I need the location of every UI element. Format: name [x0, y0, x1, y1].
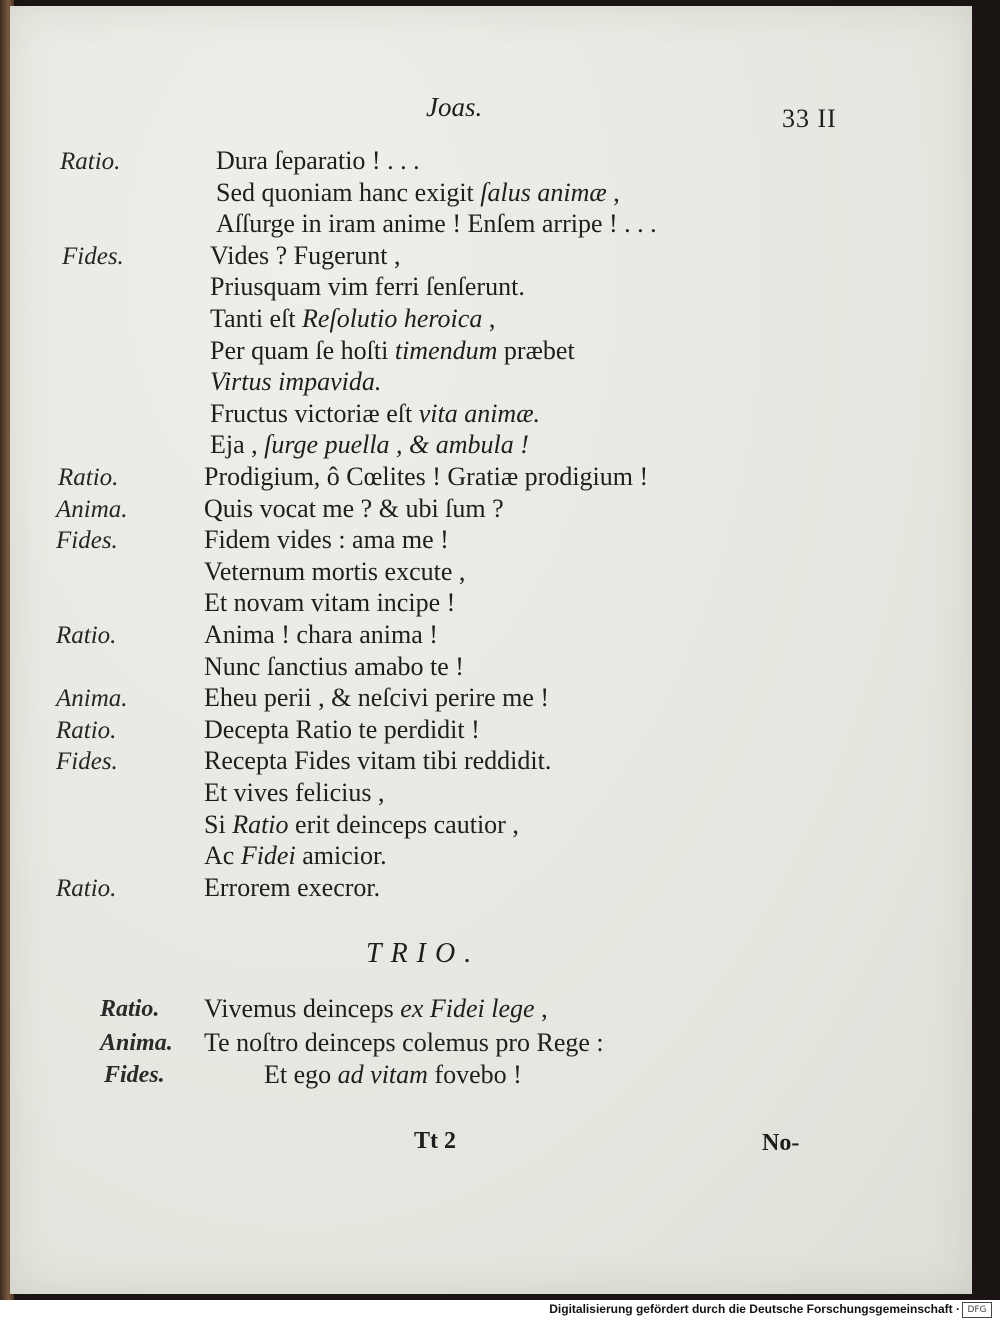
catchword: No-: [762, 1130, 800, 1156]
verse-line: Quis vocat me ? & ubi ſum ?: [204, 493, 504, 523]
verse-line: Aſſurge in iram anime ! Enſem arripe ! . . .: [216, 209, 657, 239]
running-head: Joas.: [426, 92, 483, 122]
verse-line: Si Ratio erit deinceps cautior ,: [204, 809, 519, 839]
speaker-label: Fides.: [56, 527, 118, 555]
trio-verse-line: Vivemus deinceps ex Fidei lege ,: [204, 994, 548, 1023]
verse-line: Per quam ſe hoſti timendum præbet: [210, 335, 575, 365]
verse-line: Vides ? Fugerunt ,: [210, 240, 401, 270]
verse-line: Fidem vides : ama me !: [204, 525, 449, 555]
verse-line: Tanti eſt Reſolutio heroica ,: [210, 304, 496, 333]
verse-line: Et novam vitam incipe !: [204, 588, 456, 618]
dfg-logo: DFG: [962, 1302, 992, 1318]
verse-line: Et vives felicius ,: [204, 778, 385, 807]
verse-line: Ac Fidei amicior.: [204, 841, 387, 871]
verse-line: Dura ſeparatio ! . . .: [216, 146, 420, 175]
trio-verse-line: Et ego ad vitam fovebo !: [264, 1060, 522, 1089]
verse-line: Priusquam vim ferri ſenſerunt.: [210, 272, 525, 302]
verse-line: Virtus impavida.: [210, 367, 382, 397]
verse-line: Nunc ſanctius amabo te !: [204, 651, 464, 681]
verse-line: Sed quoniam hanc exigit ſalus animæ ,: [216, 177, 620, 207]
trio-speaker-label: Fides.: [104, 1062, 165, 1088]
speaker-label: Fides.: [56, 748, 118, 776]
trio-speaker-label: Anima.: [100, 1030, 173, 1056]
verse-line: Recepta Fides vitam tibi reddidit.: [204, 746, 552, 776]
verse-line: Prodigium, ô Cœlites ! Gratiæ prodigium !: [204, 462, 649, 491]
speaker-label: Ratio.: [56, 716, 117, 744]
book-page: [10, 6, 972, 1294]
speaker-label: Ratio.: [60, 148, 121, 175]
speaker-label: Ratio.: [58, 464, 119, 491]
verse-line: Eja , ſurge puella , & ambula !: [210, 430, 529, 460]
speaker-label: Fides.: [62, 242, 124, 270]
credit-text: Digitalisierung gefördert durch die Deutsche Forschungsgemeinschaft ·: [549, 1302, 960, 1316]
verse-line: Veternum mortis excute ,: [204, 556, 466, 586]
verse-line: Eheu perii , & neſcivi perire me !: [204, 683, 550, 713]
verse-line: Fructus victoriæ eſt vita animæ.: [210, 398, 541, 428]
verse-line: Decepta Ratio te perdidit !: [204, 714, 480, 744]
verse-line: Errorem execror.: [204, 872, 381, 902]
trio-verse-line: Te noſtro deinceps colemus pro Rege :: [204, 1028, 604, 1057]
speaker-label: Anima.: [56, 495, 128, 523]
verse-line: Anima ! chara anima !: [204, 620, 438, 649]
speaker-label: Ratio.: [56, 622, 117, 649]
trio-heading: TRIO.: [366, 938, 481, 969]
page-number: 33 II: [782, 104, 837, 133]
trio-speaker-label: Ratio.: [100, 996, 160, 1022]
speaker-label: Anima.: [56, 685, 128, 713]
signature-mark: Tt 2: [414, 1128, 456, 1154]
speaker-label: Ratio.: [56, 874, 117, 902]
